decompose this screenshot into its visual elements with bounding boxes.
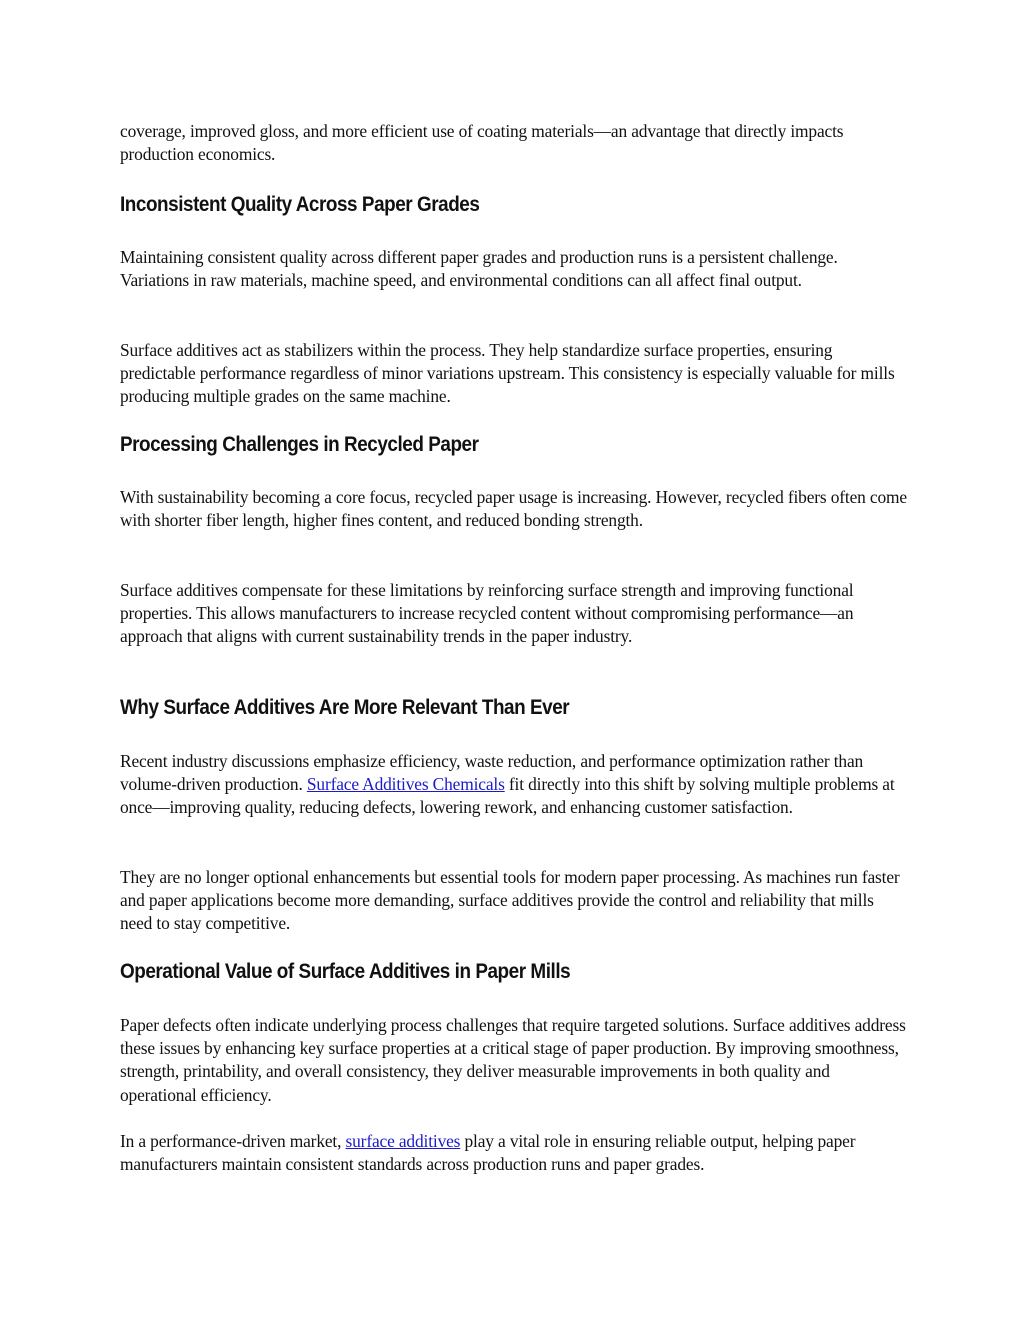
paragraph-paper-defects: Paper defects often indicate underlying process challenges that require targeted solutions. Surface additives address these issues by enhancing key surface properties at a critical stage of paper production. By improving smoothness, strength, printability, and overall consistency, they deliver measurable improvements in both quality and operational efficiency. [120,1015,906,1105]
heading-operational-value: Operational Value of Surface Additives in Paper Mills [120,960,571,983]
heading-inconsistent-quality: Inconsistent Quality Across Paper Grades [120,193,480,216]
text-before-link: In a performance-driven market, [120,1131,346,1151]
surface-additives-link[interactable]: surface additives [345,1131,461,1151]
intro-paragraph: coverage, improved gloss, and more efficient use of coating materials—an advantage that directly impacts production economics. [120,121,844,165]
paragraph-compensate: Surface additives compensate for these limitations by reinforcing surface strength and improving functional properties. This allows manufacturers to increase recycled content without compromising performance—an approach that aligns with current sustainability trends in the paper industry. [120,580,854,647]
paragraph-essential-tools: They are no longer optional enhancements but essential tools for modern paper processing. As machines run faster and paper applications become more demanding, surface additives provide the control and reliability that mills need to stay competitive. [120,867,900,934]
paragraph-performance-market [120,1130,910,1176]
heading-more-relevant: Why Surface Additives Are More Relevant Than Ever [120,696,570,719]
paragraph-stabilizers: Surface additives act as stabilizers within the process. They help standardize surface properties, ensuring predictable performance regardless of minor variations upstream. This consistency is especially valuable for mills producing multiple grades on the same machine. [120,340,895,407]
paragraph-industry-discussions [120,750,910,820]
paragraph-quality-challenge: Maintaining consistent quality across different paper grades and production runs is a persistent challenge. Variations in raw materials, machine speed, and environmental conditions can all affect final output. [120,247,838,291]
text-after-link: fit directly into this shift by solving multiple problems at once—improving quality, reducing defects, lowering rework, and enhancing customer satisfaction. [120,774,895,818]
text-after-link: play a vital role in ensuring reliable output, helping paper manufacturers maintain consistent standards across production runs and paper grades. [120,1131,856,1175]
paragraph-recycled-fibers: With sustainability becoming a core focus, recycled paper usage is increasing. However, recycled fibers often come with shorter fiber length, higher fines content, and reduced bonding strength. [120,487,907,531]
heading-recycled-paper: Processing Challenges in Recycled Paper [120,433,479,456]
text-before-link: Recent industry discussions emphasize efficiency, waste reduction, and performance optimization rather than volume-driven production. [120,751,864,795]
surface-additives-chemicals-link[interactable]: Surface Additives Chemicals [306,774,505,795]
